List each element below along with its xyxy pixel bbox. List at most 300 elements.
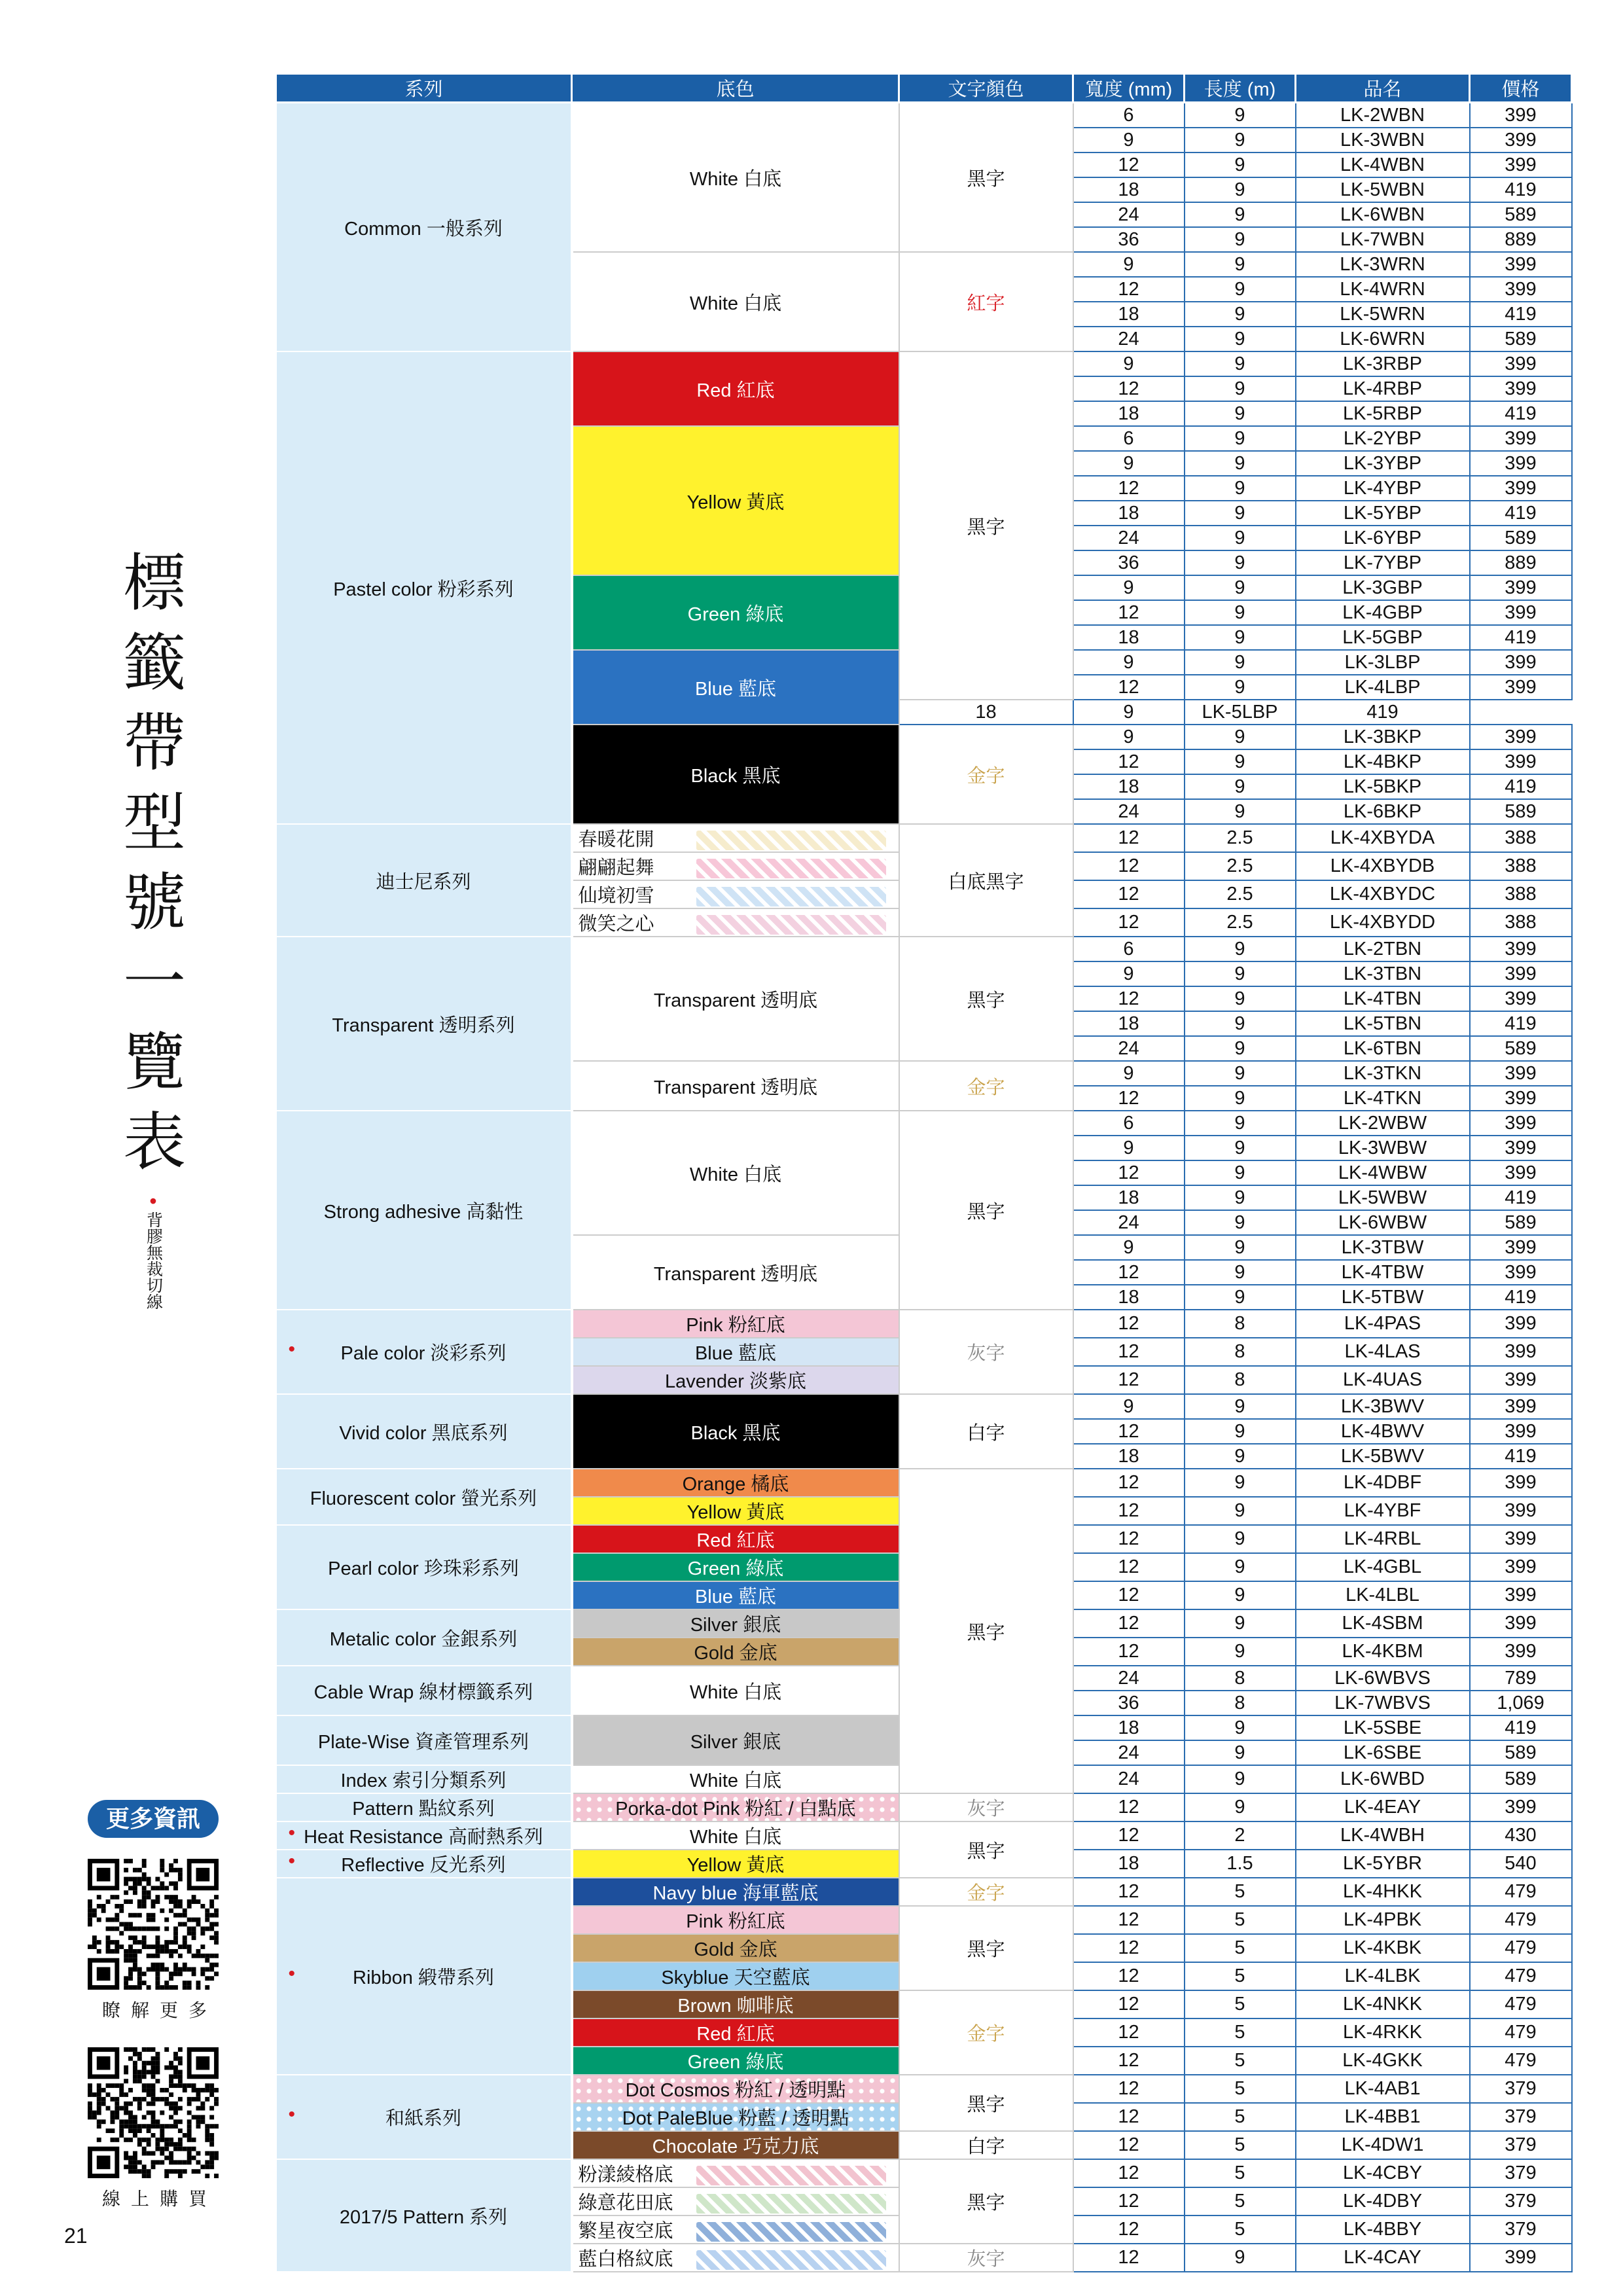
pattern-swatch bbox=[696, 915, 886, 935]
price-cell: 589 bbox=[1470, 799, 1572, 824]
price-cell: 1,069 bbox=[1470, 1691, 1572, 1715]
price-cell: 479 bbox=[1470, 1962, 1572, 1990]
length-cell: 9 bbox=[1185, 1609, 1296, 1638]
series-cell bbox=[276, 1821, 572, 1850]
length-cell: 9 bbox=[1185, 277, 1296, 302]
model-cell: LK-7YBP bbox=[1296, 550, 1470, 575]
background-color-cell bbox=[572, 1638, 899, 1666]
background-color-cell bbox=[572, 2244, 899, 2272]
model-cell: LK-4WBH bbox=[1296, 1821, 1470, 1850]
series-cell bbox=[276, 103, 572, 352]
price-cell: 419 bbox=[1296, 700, 1470, 725]
length-cell: 9 bbox=[1185, 1111, 1296, 1136]
background-color-cell bbox=[572, 1990, 899, 2018]
length-cell: 9 bbox=[1185, 526, 1296, 550]
background-color-cell bbox=[572, 880, 899, 908]
model-cell: LK-3TKN bbox=[1296, 1061, 1470, 1086]
length-cell: 9 bbox=[1185, 103, 1296, 128]
model-cell: LK-2TBN bbox=[1296, 937, 1470, 961]
width-cell: 24 bbox=[1073, 1210, 1185, 1235]
length-cell: 9 bbox=[1185, 774, 1296, 799]
width-cell: 18 bbox=[1073, 1285, 1185, 1310]
model-cell: LK-4GBP bbox=[1296, 600, 1470, 625]
table-header-row bbox=[276, 74, 1572, 103]
width-cell: 24 bbox=[1073, 1036, 1185, 1061]
background-color-label: Silver 銀底 bbox=[690, 1615, 781, 1636]
price-cell: 399 bbox=[1470, 1061, 1572, 1086]
price-cell: 589 bbox=[1470, 526, 1572, 550]
price-cell: 479 bbox=[1470, 2018, 1572, 2047]
text-color-cell: 黑字 bbox=[899, 103, 1073, 253]
price-cell: 430 bbox=[1470, 1821, 1572, 1850]
width-cell: 24 bbox=[1073, 1740, 1185, 1765]
text-color-cell: 灰字 bbox=[899, 2244, 1073, 2272]
model-cell: LK-5RBP bbox=[1296, 401, 1470, 426]
width-cell: 36 bbox=[1073, 550, 1185, 575]
width-cell: 9 bbox=[1073, 575, 1185, 600]
price-cell: 399 bbox=[1470, 1497, 1572, 1525]
model-cell: LK-6WRN bbox=[1296, 327, 1470, 351]
width-cell: 6 bbox=[1073, 937, 1185, 961]
header-length: 長度 (m) bbox=[1185, 74, 1296, 103]
width-cell: 12 bbox=[1073, 476, 1185, 501]
model-cell: LK-5BKP bbox=[1296, 774, 1470, 799]
length-cell: 9 bbox=[1185, 2244, 1296, 2272]
table-row bbox=[276, 1394, 1572, 1419]
price-cell: 889 bbox=[1470, 227, 1572, 252]
table-row bbox=[276, 1878, 1572, 1906]
model-cell: LK-6YBP bbox=[1296, 526, 1470, 550]
width-cell: 18 bbox=[1073, 1850, 1185, 1878]
background-color-label: Porka-dot Pink 粉紅 / 白點底 bbox=[615, 1799, 856, 1820]
width-cell: 12 bbox=[1073, 1525, 1185, 1553]
model-cell: LK-4CAY bbox=[1296, 2244, 1470, 2272]
model-cell: LK-4LBP bbox=[1296, 675, 1470, 700]
width-cell: 12 bbox=[1073, 2187, 1185, 2215]
price-cell: 399 bbox=[1470, 1235, 1572, 1260]
series-name: Metalic color 金銀系列 bbox=[329, 1628, 518, 1650]
length-cell: 9 bbox=[1185, 351, 1296, 376]
length-cell: 9 bbox=[1185, 302, 1296, 327]
background-color-cell bbox=[572, 1821, 899, 1850]
length-cell: 9 bbox=[1185, 451, 1296, 476]
width-cell: 9 bbox=[1073, 961, 1185, 986]
width-cell: 18 bbox=[1073, 177, 1185, 202]
length-cell: 9 bbox=[1185, 675, 1296, 700]
qr-code-buy-online[interactable] bbox=[88, 2047, 219, 2178]
width-cell: 12 bbox=[1073, 749, 1185, 774]
pattern-swatch bbox=[696, 2222, 886, 2242]
background-color-cell bbox=[572, 2103, 899, 2131]
model-cell: LK-7WBN bbox=[1296, 227, 1470, 252]
title-character: 表 bbox=[123, 1105, 186, 1179]
background-color-label: Gold 金底 bbox=[694, 1643, 777, 1664]
series-cell bbox=[276, 1793, 572, 1821]
price-cell: 479 bbox=[1470, 2047, 1572, 2075]
series-name: Heat Resistance 高耐熱系列 bbox=[304, 1827, 543, 1848]
background-color-cell bbox=[572, 1793, 899, 1821]
model-cell: LK-3GBP bbox=[1296, 575, 1470, 600]
background-color-cell bbox=[572, 852, 899, 880]
length-cell: 9 bbox=[1185, 1011, 1296, 1036]
price-cell: 479 bbox=[1470, 1990, 1572, 2018]
background-color-label: White 白底 bbox=[689, 1827, 782, 1848]
model-cell: LK-4PAS bbox=[1296, 1310, 1470, 1338]
text-color-cell: 灰字 bbox=[899, 1793, 1073, 1821]
model-cell: LK-6SBE bbox=[1296, 1740, 1470, 1765]
length-cell: 9 bbox=[1185, 1469, 1296, 1497]
model-cell: LK-6WBVS bbox=[1296, 1666, 1470, 1691]
model-cell: LK-6TBN bbox=[1296, 1036, 1470, 1061]
price-cell: 399 bbox=[1470, 426, 1572, 451]
model-cell: LK-5YBR bbox=[1296, 1850, 1470, 1878]
length-cell: 9 bbox=[1185, 625, 1296, 650]
model-cell: LK-7WBVS bbox=[1296, 1691, 1470, 1715]
length-cell: 1.5 bbox=[1185, 1850, 1296, 1878]
price-cell: 399 bbox=[1470, 575, 1572, 600]
model-cell: LK-6WBN bbox=[1296, 202, 1470, 227]
background-color-label: Navy blue 海軍藍底 bbox=[652, 1883, 819, 1904]
background-color-label: Black 黑底 bbox=[690, 765, 781, 787]
width-cell: 18 bbox=[1073, 401, 1185, 426]
width-cell: 24 bbox=[1073, 1666, 1185, 1691]
length-cell: 9 bbox=[1185, 1715, 1296, 1740]
table-row bbox=[276, 103, 1572, 128]
tape-model-table bbox=[275, 73, 1573, 2272]
text-color-cell: 黑字 bbox=[899, 937, 1073, 1061]
background-color-cell bbox=[572, 1111, 899, 1235]
length-cell: 9 bbox=[1185, 937, 1296, 961]
series-name: Transparent 透明系列 bbox=[332, 1014, 515, 1036]
model-cell: LK-4GKK bbox=[1296, 2047, 1470, 2075]
background-color-cell bbox=[572, 575, 899, 650]
length-cell: 2.5 bbox=[1185, 880, 1296, 908]
model-cell: LK-3LBP bbox=[1296, 650, 1470, 675]
price-cell: 399 bbox=[1470, 1638, 1572, 1666]
background-color-label: Transparent 透明底 bbox=[653, 990, 818, 1011]
series-name: 迪士尼系列 bbox=[376, 871, 471, 893]
background-color-label: Gold 金底 bbox=[694, 1939, 777, 1960]
model-cell: LK-4BKP bbox=[1296, 749, 1470, 774]
series-name: Pearl color 珍珠彩系列 bbox=[328, 1558, 519, 1579]
price-cell: 399 bbox=[1470, 1136, 1572, 1160]
width-cell: 24 bbox=[1073, 327, 1185, 351]
price-cell: 379 bbox=[1470, 2187, 1572, 2215]
model-cell: LK-3RBP bbox=[1296, 351, 1470, 376]
length-cell: 9 bbox=[1185, 177, 1296, 202]
series-name: 2017/5 Pattern 系列 bbox=[339, 2206, 508, 2228]
length-cell: 9 bbox=[1185, 650, 1296, 675]
header-text-color: 文字顏色 bbox=[899, 74, 1073, 103]
table-row bbox=[276, 937, 1572, 961]
model-cell: LK-6WBD bbox=[1296, 1765, 1470, 1793]
price-cell: 399 bbox=[1470, 961, 1572, 986]
width-cell: 12 bbox=[1073, 1609, 1185, 1638]
series-cell bbox=[276, 1765, 572, 1793]
pattern-name: 春暖花開 bbox=[578, 829, 654, 850]
width-cell: 18 bbox=[1073, 1715, 1185, 1740]
length-cell: 9 bbox=[1185, 152, 1296, 177]
length-cell: 5 bbox=[1185, 2131, 1296, 2159]
width-cell: 9 bbox=[1073, 451, 1185, 476]
model-cell: LK-5LBP bbox=[1185, 700, 1296, 725]
price-cell: 379 bbox=[1470, 2075, 1572, 2103]
text-color-cell: 黑字 bbox=[899, 1821, 1073, 1878]
series-name: Index 索引分類系列 bbox=[340, 1770, 507, 1791]
length-cell: 9 bbox=[1185, 1086, 1296, 1111]
model-cell: LK-4DBF bbox=[1296, 1469, 1470, 1497]
text-color-cell: 金字 bbox=[899, 1878, 1073, 1906]
series-name: Plate-Wise 資產管理系列 bbox=[317, 1731, 529, 1753]
table-row bbox=[276, 824, 1572, 852]
text-color-cell: 黑字 bbox=[899, 2075, 1073, 2131]
price-cell: 419 bbox=[1470, 401, 1572, 426]
series-name: 和紙系列 bbox=[385, 2108, 461, 2129]
length-cell: 5 bbox=[1185, 2187, 1296, 2215]
price-cell: 479 bbox=[1470, 1934, 1572, 1962]
series-name: Pale color 淡彩系列 bbox=[340, 1343, 507, 1364]
model-cell: LK-5TBW bbox=[1296, 1285, 1470, 1310]
series-name: Fluorescent color 螢光系列 bbox=[310, 1488, 537, 1509]
background-color-label: Dot Cosmos 粉紅 / 透明點 bbox=[625, 2080, 846, 2101]
length-cell: 5 bbox=[1185, 2159, 1296, 2187]
price-cell: 789 bbox=[1470, 1666, 1572, 1691]
price-cell: 388 bbox=[1470, 908, 1572, 937]
background-color-cell bbox=[572, 725, 899, 824]
more-info-button[interactable]: 更多資訊 bbox=[88, 1800, 219, 1838]
background-color-cell bbox=[572, 2018, 899, 2047]
pattern-name: 翩翩起舞 bbox=[578, 857, 654, 878]
model-cell: LK-5GBP bbox=[1296, 625, 1470, 650]
model-cell: LK-4RBP bbox=[1296, 376, 1470, 401]
model-cell: LK-4BB1 bbox=[1296, 2103, 1470, 2131]
length-cell: 9 bbox=[1185, 799, 1296, 824]
header-width: 寬度 (mm) bbox=[1073, 74, 1185, 103]
background-color-cell bbox=[572, 351, 899, 426]
price-cell: 399 bbox=[1470, 986, 1572, 1011]
length-cell: 9 bbox=[1185, 550, 1296, 575]
background-color-label: Pink 粉紅底 bbox=[686, 1315, 785, 1336]
width-cell: 12 bbox=[1073, 852, 1185, 880]
price-cell: 379 bbox=[1470, 2159, 1572, 2187]
model-cell: LK-4XBYDA bbox=[1296, 824, 1470, 852]
series-name: Strong adhesive 高黏性 bbox=[323, 1201, 524, 1223]
width-cell: 6 bbox=[1073, 1111, 1185, 1136]
side-note bbox=[140, 1191, 166, 1310]
length-cell: 9 bbox=[1185, 202, 1296, 227]
width-cell: 12 bbox=[1073, 600, 1185, 625]
table-body bbox=[276, 103, 1572, 2272]
length-cell: 9 bbox=[1185, 252, 1296, 277]
length-cell: 8 bbox=[1185, 1310, 1296, 1338]
pattern-swatch bbox=[696, 831, 886, 850]
length-cell: 9 bbox=[1185, 227, 1296, 252]
series-name: Vivid color 黑底系列 bbox=[339, 1422, 508, 1444]
length-cell: 2.5 bbox=[1185, 852, 1296, 880]
length-cell: 9 bbox=[1185, 128, 1296, 152]
background-color-label: Red 紅底 bbox=[696, 380, 775, 401]
text-color-cell: 金字 bbox=[899, 1061, 1073, 1111]
side-note-text: 背膠無裁切線 bbox=[144, 1211, 163, 1310]
text-color-cell: 白字 bbox=[899, 1394, 1073, 1469]
pattern-name: 綠意花田底 bbox=[578, 2193, 673, 2214]
price-cell: 399 bbox=[1470, 376, 1572, 401]
background-color-label: Blue 藍底 bbox=[694, 678, 777, 700]
width-cell: 12 bbox=[1073, 2131, 1185, 2159]
price-cell: 399 bbox=[1470, 1260, 1572, 1285]
length-cell: 8 bbox=[1185, 1338, 1296, 1366]
width-cell: 12 bbox=[1073, 1497, 1185, 1525]
text-color-cell: 黑字 bbox=[899, 2159, 1073, 2244]
background-color-cell bbox=[572, 252, 899, 351]
width-cell: 9 bbox=[1073, 252, 1185, 277]
series-name: Ribbon 緞帶系列 bbox=[353, 1967, 494, 1988]
background-color-cell bbox=[572, 103, 899, 253]
width-cell: 24 bbox=[1073, 202, 1185, 227]
model-cell: LK-2WBN bbox=[1296, 103, 1470, 128]
model-cell: LK-3YBP bbox=[1296, 451, 1470, 476]
model-cell: LK-5BWV bbox=[1296, 1444, 1470, 1469]
price-cell: 399 bbox=[1470, 1160, 1572, 1185]
background-color-cell bbox=[572, 1850, 899, 1878]
text-color-cell: 黑字 bbox=[899, 1469, 1073, 1793]
qr-code-icon bbox=[88, 2047, 219, 2178]
model-cell: LK-4XBYDB bbox=[1296, 852, 1470, 880]
title-character: 標 bbox=[123, 547, 186, 620]
length-cell: 9 bbox=[1185, 476, 1296, 501]
price-cell: 399 bbox=[1470, 476, 1572, 501]
pattern-swatch bbox=[696, 2250, 886, 2270]
length-cell: 9 bbox=[1185, 1740, 1296, 1765]
series-name: Cable Wrap 線材標籤系列 bbox=[313, 1681, 533, 1703]
price-cell: 399 bbox=[1470, 152, 1572, 177]
model-cell: LK-5WBW bbox=[1296, 1185, 1470, 1210]
length-cell: 2 bbox=[1185, 1821, 1296, 1850]
series-cell bbox=[276, 2159, 572, 2272]
model-cell: LK-4SBM bbox=[1296, 1609, 1470, 1638]
background-color-cell bbox=[572, 1878, 899, 1906]
title-character: 型 bbox=[123, 786, 186, 859]
bullet-icon: • bbox=[288, 2104, 296, 2125]
model-cell: LK-3WRN bbox=[1296, 252, 1470, 277]
price-cell: 419 bbox=[1470, 501, 1572, 526]
length-cell: 9 bbox=[1185, 401, 1296, 426]
length-cell: 9 bbox=[1185, 1765, 1296, 1793]
background-color-cell bbox=[572, 2131, 899, 2159]
page-number: 21 bbox=[64, 2224, 88, 2248]
width-cell: 9 bbox=[1073, 1235, 1185, 1260]
model-cell: LK-4XBYDC bbox=[1296, 880, 1470, 908]
series-cell bbox=[276, 1609, 572, 1666]
length-cell: 9 bbox=[1185, 725, 1296, 749]
price-cell: 589 bbox=[1470, 202, 1572, 227]
length-cell: 9 bbox=[1185, 1185, 1296, 1210]
header-model: 品名 bbox=[1296, 74, 1470, 103]
background-color-cell bbox=[572, 2047, 899, 2075]
title-character: 籤 bbox=[123, 626, 186, 700]
text-color-cell: 金字 bbox=[899, 1990, 1073, 2075]
model-cell: LK-6BKP bbox=[1296, 799, 1470, 824]
background-color-cell bbox=[572, 1934, 899, 1962]
price-cell: 399 bbox=[1470, 2244, 1572, 2272]
price-cell: 399 bbox=[1470, 675, 1572, 700]
width-cell: 12 bbox=[1073, 1310, 1185, 1338]
model-cell: LK-3BKP bbox=[1296, 725, 1470, 749]
model-cell: LK-5SBE bbox=[1296, 1715, 1470, 1740]
length-cell: 9 bbox=[1185, 426, 1296, 451]
model-cell: LK-4TBN bbox=[1296, 986, 1470, 1011]
background-color-cell bbox=[572, 2215, 899, 2244]
price-cell: 399 bbox=[1470, 650, 1572, 675]
width-cell: 6 bbox=[1073, 426, 1185, 451]
price-cell: 379 bbox=[1470, 2131, 1572, 2159]
series-cell bbox=[276, 1878, 572, 2075]
width-cell: 12 bbox=[1073, 1990, 1185, 2018]
pattern-swatch bbox=[696, 2194, 886, 2214]
price-cell: 479 bbox=[1470, 1906, 1572, 1934]
width-cell: 18 bbox=[1073, 1444, 1185, 1469]
pattern-swatch bbox=[696, 887, 886, 906]
series-cell bbox=[276, 1394, 572, 1469]
length-cell: 9 bbox=[1185, 1136, 1296, 1160]
title-character: 號 bbox=[123, 866, 186, 939]
width-cell: 12 bbox=[1073, 1962, 1185, 1990]
background-color-label: Yellow 黃底 bbox=[687, 1855, 785, 1876]
background-color-cell bbox=[572, 1338, 899, 1366]
length-cell: 8 bbox=[1185, 1666, 1296, 1691]
model-cell: LK-4CBY bbox=[1296, 2159, 1470, 2187]
width-cell: 12 bbox=[1073, 152, 1185, 177]
length-cell: 9 bbox=[1185, 600, 1296, 625]
width-cell: 12 bbox=[1073, 2075, 1185, 2103]
width-cell: 12 bbox=[1073, 1160, 1185, 1185]
width-cell: 12 bbox=[1073, 277, 1185, 302]
series-cell bbox=[276, 351, 572, 824]
bullet-icon: • bbox=[288, 1822, 296, 1844]
width-cell: 18 bbox=[1073, 501, 1185, 526]
side-note-bullet: • bbox=[149, 1189, 157, 1213]
text-color-cell: 黑字 bbox=[899, 1906, 1073, 1990]
qr-code-learn-more[interactable] bbox=[88, 1859, 219, 1990]
background-color-label: Red 紅底 bbox=[696, 1530, 775, 1551]
price-cell: 399 bbox=[1470, 1525, 1572, 1553]
price-cell: 419 bbox=[1470, 1185, 1572, 1210]
price-cell: 399 bbox=[1470, 749, 1572, 774]
series-cell bbox=[276, 2075, 572, 2159]
series-name: Reflective 反光系列 bbox=[341, 1855, 506, 1876]
model-cell: LK-4WBN bbox=[1296, 152, 1470, 177]
length-cell: 9 bbox=[1185, 1638, 1296, 1666]
model-cell: LK-5TBN bbox=[1296, 1011, 1470, 1036]
length-cell: 9 bbox=[1185, 1235, 1296, 1260]
text-color-cell: 黑字 bbox=[899, 351, 1073, 700]
background-color-cell bbox=[572, 650, 899, 725]
pattern-name: 仙境初雪 bbox=[578, 886, 654, 906]
width-cell: 18 bbox=[1073, 1185, 1185, 1210]
price-cell: 540 bbox=[1470, 1850, 1572, 1878]
length-cell: 9 bbox=[1185, 1210, 1296, 1235]
series-cell bbox=[276, 1111, 572, 1310]
length-cell: 9 bbox=[1185, 1036, 1296, 1061]
length-cell: 9 bbox=[1185, 749, 1296, 774]
price-cell: 399 bbox=[1470, 1086, 1572, 1111]
model-cell: LK-2WBW bbox=[1296, 1111, 1470, 1136]
width-cell: 12 bbox=[1073, 1469, 1185, 1497]
text-color-cell: 白底黑字 bbox=[899, 824, 1073, 937]
length-cell: 5 bbox=[1185, 2047, 1296, 2075]
text-color-cell: 金字 bbox=[899, 725, 1073, 824]
background-color-label: Lavender 淡紫底 bbox=[665, 1371, 806, 1392]
